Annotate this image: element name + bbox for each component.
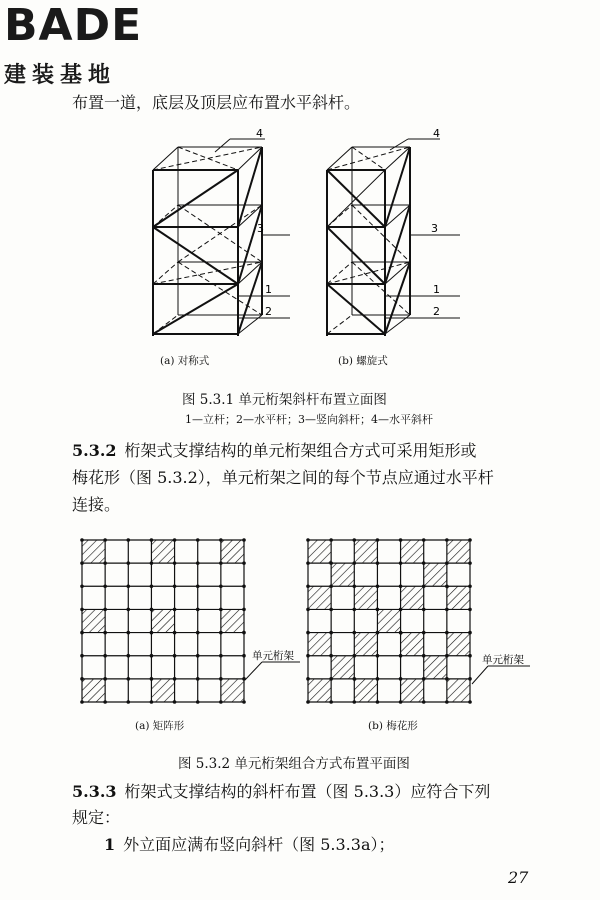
- unit-truss-cell: [401, 679, 424, 702]
- callout-4-left: 4: [256, 127, 263, 140]
- node: [103, 677, 107, 681]
- node: [329, 584, 333, 588]
- unit-truss-cell: [401, 633, 424, 656]
- unit-truss-cell: [331, 563, 354, 586]
- logo: [4, 0, 143, 89]
- item-number: 1: [104, 835, 116, 854]
- node: [196, 700, 200, 704]
- node: [329, 654, 333, 658]
- node: [103, 584, 107, 588]
- node: [399, 631, 403, 635]
- node: [196, 538, 200, 542]
- node: [376, 677, 380, 681]
- figure-5-3-2: [0, 530, 600, 720]
- node: [242, 561, 246, 565]
- node: [376, 538, 380, 542]
- node: [422, 700, 426, 704]
- node: [468, 677, 472, 681]
- node: [150, 561, 154, 565]
- node: [422, 608, 426, 612]
- node: [126, 561, 130, 565]
- node: [352, 700, 356, 704]
- item-1: [104, 834, 394, 856]
- node: [422, 654, 426, 658]
- grid-matrix: [80, 538, 246, 704]
- unit-truss-cell: [447, 679, 470, 702]
- page-number: 27: [508, 868, 529, 887]
- unit-truss-cell: [82, 679, 105, 702]
- node: [445, 700, 449, 704]
- node: [352, 584, 356, 588]
- node: [196, 608, 200, 612]
- figure2-caption: 图 5.3.2 单元桁架组合方式布置平面图: [178, 756, 410, 772]
- callout-1-left: 1: [265, 283, 272, 296]
- node: [445, 584, 449, 588]
- node: [103, 561, 107, 565]
- node: [468, 608, 472, 612]
- unit-truss-cell: [221, 540, 244, 563]
- node: [468, 654, 472, 658]
- node: [126, 631, 130, 635]
- unit-truss-cell: [354, 586, 377, 609]
- node: [219, 538, 223, 542]
- node: [150, 700, 154, 704]
- node: [376, 631, 380, 635]
- node: [80, 584, 84, 588]
- figure1-legend: 1—立杆；2—水平杆；3—竖向斜杆；4—水平斜杆: [185, 413, 433, 426]
- unit-truss-cell: [221, 679, 244, 702]
- node: [150, 654, 154, 658]
- node: [306, 561, 310, 565]
- node: [399, 608, 403, 612]
- node: [126, 654, 130, 658]
- unit-truss-cell: [82, 540, 105, 563]
- fig1-sublabel-b: (b) 螺旋式: [338, 355, 388, 367]
- node: [173, 677, 177, 681]
- node: [306, 608, 310, 612]
- unit-label-right: 单元桁架: [482, 654, 524, 666]
- node: [219, 677, 223, 681]
- unit-truss-cell: [354, 540, 377, 563]
- node: [352, 538, 356, 542]
- node: [306, 700, 310, 704]
- unit-label-left: 单元桁架: [252, 650, 294, 662]
- node: [306, 654, 310, 658]
- fig2-sublabel-a: (a) 矩阵形: [135, 720, 185, 732]
- node: [399, 654, 403, 658]
- node: [126, 677, 130, 681]
- node: [196, 631, 200, 635]
- node: [80, 608, 84, 612]
- figure-5-3-1: [0, 115, 600, 375]
- node: [103, 700, 107, 704]
- node: [329, 677, 333, 681]
- grid-quincunx: [306, 538, 472, 704]
- node: [126, 584, 130, 588]
- callout-3-right: 3: [431, 222, 438, 235]
- node: [196, 677, 200, 681]
- unit-truss-cell: [221, 609, 244, 632]
- node: [150, 677, 154, 681]
- node: [376, 700, 380, 704]
- node: [150, 631, 154, 635]
- node: [242, 584, 246, 588]
- node: [103, 608, 107, 612]
- node: [352, 654, 356, 658]
- node: [173, 538, 177, 542]
- node: [468, 538, 472, 542]
- node: [399, 561, 403, 565]
- node: [219, 631, 223, 635]
- node: [376, 654, 380, 658]
- node: [219, 561, 223, 565]
- node: [173, 631, 177, 635]
- unit-truss-cell: [447, 586, 470, 609]
- node: [242, 608, 246, 612]
- node: [196, 561, 200, 565]
- fig2-sublabel-b: (b) 梅花形: [368, 720, 418, 732]
- node: [376, 584, 380, 588]
- node: [376, 608, 380, 612]
- node: [445, 538, 449, 542]
- node: [80, 538, 84, 542]
- fig1-sublabel-a: (a) 对称式: [160, 355, 210, 367]
- node: [150, 538, 154, 542]
- node: [422, 677, 426, 681]
- unit-truss-cell: [151, 679, 174, 702]
- callout-1-right: 1: [433, 283, 440, 296]
- node: [352, 631, 356, 635]
- node: [329, 631, 333, 635]
- unit-truss-cell: [447, 633, 470, 656]
- node: [399, 677, 403, 681]
- node: [352, 561, 356, 565]
- node: [242, 631, 246, 635]
- unit-truss-cell: [308, 633, 331, 656]
- unit-truss-cell: [401, 586, 424, 609]
- item-text: 外立面应满布竖向斜杆（图 5.3.3a）；: [123, 835, 395, 854]
- frame-symmetric: [153, 147, 262, 336]
- unit-truss-cell: [308, 679, 331, 702]
- node: [399, 584, 403, 588]
- unit-truss-cell: [354, 679, 377, 702]
- node: [468, 561, 472, 565]
- node: [150, 608, 154, 612]
- node: [329, 538, 333, 542]
- line-text: 桁架式支撑结构的斜杆布置（图 5.3.3）应符合下列: [124, 782, 491, 801]
- node: [468, 700, 472, 704]
- line-text: 桁架式支撑结构的单元桁架组合方式可采用矩形或: [124, 441, 477, 460]
- node: [306, 677, 310, 681]
- node: [422, 561, 426, 565]
- node: [150, 584, 154, 588]
- unit-truss-cell: [424, 656, 447, 679]
- callout-2-right: 2: [433, 305, 440, 318]
- node: [306, 538, 310, 542]
- node: [219, 654, 223, 658]
- node: [242, 700, 246, 704]
- node: [80, 631, 84, 635]
- node: [445, 677, 449, 681]
- node: [219, 608, 223, 612]
- node: [173, 608, 177, 612]
- node: [173, 654, 177, 658]
- unit-truss-cell: [151, 540, 174, 563]
- node: [445, 561, 449, 565]
- unit-truss-cell: [401, 540, 424, 563]
- unit-truss-cell: [424, 563, 447, 586]
- node: [196, 654, 200, 658]
- node: [103, 538, 107, 542]
- node: [80, 700, 84, 704]
- node: [422, 538, 426, 542]
- node: [219, 700, 223, 704]
- node: [103, 654, 107, 658]
- node: [445, 608, 449, 612]
- node: [422, 631, 426, 635]
- node: [80, 654, 84, 658]
- unit-truss-cell: [151, 609, 174, 632]
- node: [126, 538, 130, 542]
- node: [329, 608, 333, 612]
- node: [468, 584, 472, 588]
- intro-text: 布置一道，底层及顶层应布置水平斜杆。: [72, 93, 361, 112]
- node: [173, 561, 177, 565]
- node: [376, 561, 380, 565]
- logo-wordmark: BADE: [4, 0, 143, 51]
- node: [80, 677, 84, 681]
- node: [126, 608, 130, 612]
- unit-truss-cell: [308, 540, 331, 563]
- node: [445, 631, 449, 635]
- figure1-caption: 图 5.3.1 单元桁架斜杆布置立面图: [182, 392, 387, 408]
- node: [242, 538, 246, 542]
- unit-truss-cell: [331, 656, 354, 679]
- node: [329, 561, 333, 565]
- section-number: 5.3.2: [72, 441, 117, 460]
- unit-truss-cell: [354, 633, 377, 656]
- node: [196, 584, 200, 588]
- node: [468, 631, 472, 635]
- node: [352, 608, 356, 612]
- node: [219, 584, 223, 588]
- node: [80, 561, 84, 565]
- logo-subtitle: 建装基地: [4, 63, 117, 88]
- node: [306, 631, 310, 635]
- section-5-3-2-line3: 连接。: [72, 495, 121, 514]
- node: [422, 584, 426, 588]
- node: [399, 700, 403, 704]
- node: [445, 654, 449, 658]
- node: [103, 631, 107, 635]
- section-5-3-2-line1: [72, 440, 477, 462]
- node: [173, 700, 177, 704]
- node: [399, 538, 403, 542]
- unit-truss-cell: [82, 609, 105, 632]
- section-number: 5.3.3: [72, 782, 117, 801]
- callout-3-left: 3: [257, 222, 264, 235]
- frame-spiral: [327, 147, 410, 336]
- node: [352, 677, 356, 681]
- section-5-3-2-line2: 梅花形（图 5.3.2），单元桁架之间的每个节点应通过水平杆: [72, 468, 494, 487]
- unit-truss-cell: [447, 540, 470, 563]
- unit-truss-cell: [377, 609, 400, 632]
- unit-truss-cell: [308, 586, 331, 609]
- section-5-3-3-line1: [72, 781, 490, 803]
- node: [173, 584, 177, 588]
- node: [306, 584, 310, 588]
- node: [329, 700, 333, 704]
- callout-4-right: 4: [433, 127, 440, 140]
- node: [242, 654, 246, 658]
- node: [126, 700, 130, 704]
- section-5-3-3-line2: 规定：: [72, 808, 121, 827]
- callout-2-left: 2: [265, 305, 272, 318]
